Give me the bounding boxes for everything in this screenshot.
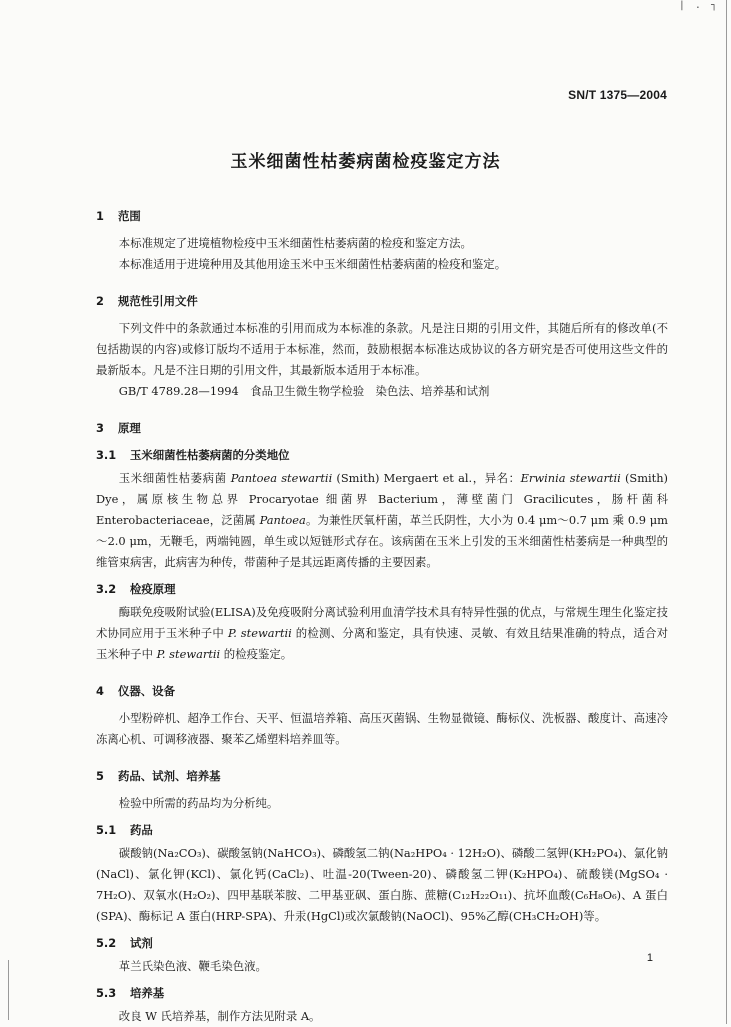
subsection-title: 药品	[130, 823, 153, 837]
species-name: P. stewartii	[227, 626, 292, 640]
paragraph: 本标准规定了进境植物检疫中玉米细菌性枯萎病菌的检疫和鉴定方法。	[118, 236, 472, 250]
subsection-5-3-heading	[96, 983, 668, 1004]
text-run: (Smith) Mergaert et al.，异名：	[332, 471, 521, 485]
text-run: 玉米细菌性枯萎病菌	[118, 471, 231, 485]
subsection-title: 检疫原理	[130, 582, 176, 596]
subsection-number: 5.2	[96, 936, 117, 950]
subsection-3-2-heading	[96, 579, 668, 600]
section-title: 仪器、设备	[118, 684, 175, 698]
document-body	[96, 198, 668, 1027]
paragraph: 革兰氏染色液、鞭毛染色液。	[118, 959, 267, 973]
subsection-number: 3.1	[96, 448, 117, 462]
section-number: 1	[96, 209, 104, 223]
subsection-number: 5.1	[96, 823, 117, 837]
section-number: 3	[96, 421, 104, 435]
corner-mark: | . ┐	[678, 0, 719, 11]
section-4-heading	[96, 681, 668, 702]
page-number: 1	[646, 952, 653, 964]
paragraph: 本标准适用于进境种用及其他用途玉米中玉米细菌性枯萎病菌的检疫和鉴定。	[118, 257, 507, 271]
paragraph: 碳酸钠(Na₂CO₃)、碳酸氢钠(NaHCO₃)、磷酸氢二钠(Na₂HPO₄ · 12H₂O)、磷酸二氢钾(KH₂PO₄)、氯化钠(NaCl)、氯化钾(KCl)、氯化钙(CaCl₂)、吐温-20(Tween-20)、磷酸氢二钾(K₂HPO₄)、硫酸镁(MgSO₄ · 7H₂O)、双氧水(H₂O₂)、四甲基联苯胺、二甲基亚砜、蛋白胨、蔗糖(C₁₂H₂₂O₁₁)、抗坏血酸(C₆H₈O₆)、A 蛋白(SPA)、酶标记 A 蛋白(HRP-SPA)、升汞(HgCl)或次氯酸钠(NaOCl)、95%乙醇(CH₃CH₂OH)等。	[96, 846, 668, 923]
species-name: Erwinia stewartii	[520, 471, 621, 485]
reference-entry: GB/T 4789.28—1994 食品卫生微生物学检验 染色法、培养基和试剂	[118, 384, 490, 398]
standard-code: SN/T 1375—2004	[568, 88, 667, 102]
species-name: Pantoea	[259, 513, 306, 527]
section-title: 药品、试剂、培养基	[118, 769, 221, 783]
text-run: 的检测、分离和鉴定，具有快速、灵敏、有效且结果准确的特点，适合对玉米种子中	[96, 626, 669, 661]
subsection-3-1-heading	[96, 445, 668, 466]
species-name: Pantoea stewartii	[230, 471, 333, 485]
section-title: 规范性引用文件	[118, 294, 198, 308]
text-run: 。为兼性厌氧杆菌，革兰氏阴性，大小为 0.4 μm～0.7 μm 乘 0.9 μm～2.0 μm，无鞭毛，两端钝圆，单生或以短链形式存在。该病菌在玉米上引发的玉米细菌性枯萎病是一种典型的维管束病害，此病害为种传，带菌种子是其远距离传播的主要因素。	[96, 513, 668, 569]
paragraph: 检验中所需的药品均为分析纯。	[118, 796, 279, 810]
paragraph: 改良 W 氏培养基，制作方法见附录 A。	[118, 1009, 321, 1023]
section-title: 范围	[118, 209, 141, 223]
paragraph	[96, 602, 668, 665]
section-3-heading	[96, 418, 668, 439]
paragraph: 小型粉碎机、超净工作台、天平、恒温培养箱、高压灭菌锅、生物显微镜、酶标仪、洗板器、酸度计、高速冷冻离心机、可调移液器、聚苯乙烯塑料培养皿等。	[96, 711, 668, 746]
subsection-5-1-heading	[96, 820, 668, 841]
document-title: 玉米细菌性枯萎病菌检疫鉴定方法	[230, 152, 501, 172]
text-run: 的检疫鉴定。	[220, 647, 293, 661]
section-2-heading	[96, 291, 668, 312]
scan-edge-left	[8, 960, 9, 1020]
paragraph	[96, 468, 668, 573]
subsection-number: 3.2	[96, 582, 117, 596]
subsection-title: 培养基	[130, 986, 165, 1000]
text-run: (Smith) Dye，属原核生物总界 Procaryotae 细菌界 Bacterium，薄壁菌门 Gracilicutes，肠杆菌科 Enterobacteriaceae，泛菌属	[96, 471, 668, 527]
section-number: 2	[96, 294, 104, 308]
species-name: P. stewartii	[156, 647, 221, 661]
paragraph: 下列文件中的条款通过本标准的引用而成为本标准的条款。凡是注日期的引用文件，其随后所有的修改单(不包括勘误的内容)或修订版均不适用于本标准，然而，鼓励根据本标准达成协议的各方研究是否可使用这些文件的最新版本。凡是不注日期的引用文件，其最新版本适用于本标准。	[96, 321, 668, 377]
section-1-heading	[96, 206, 668, 227]
section-5-heading	[96, 766, 668, 787]
section-number: 5	[96, 769, 104, 783]
subsection-title: 玉米细菌性枯萎病菌的分类地位	[130, 448, 290, 462]
subsection-number: 5.3	[96, 986, 117, 1000]
section-title: 原理	[118, 421, 141, 435]
subsection-5-2-heading	[96, 933, 668, 954]
section-number: 4	[96, 684, 104, 698]
text-run: 酶联免疫吸附试验(ELISA)及免疫吸附分离试验利用血清学技术具有特异性强的优点，与常规生理生化鉴定技术协同应用于玉米种子中	[96, 605, 668, 640]
subsection-title: 试剂	[130, 936, 153, 950]
